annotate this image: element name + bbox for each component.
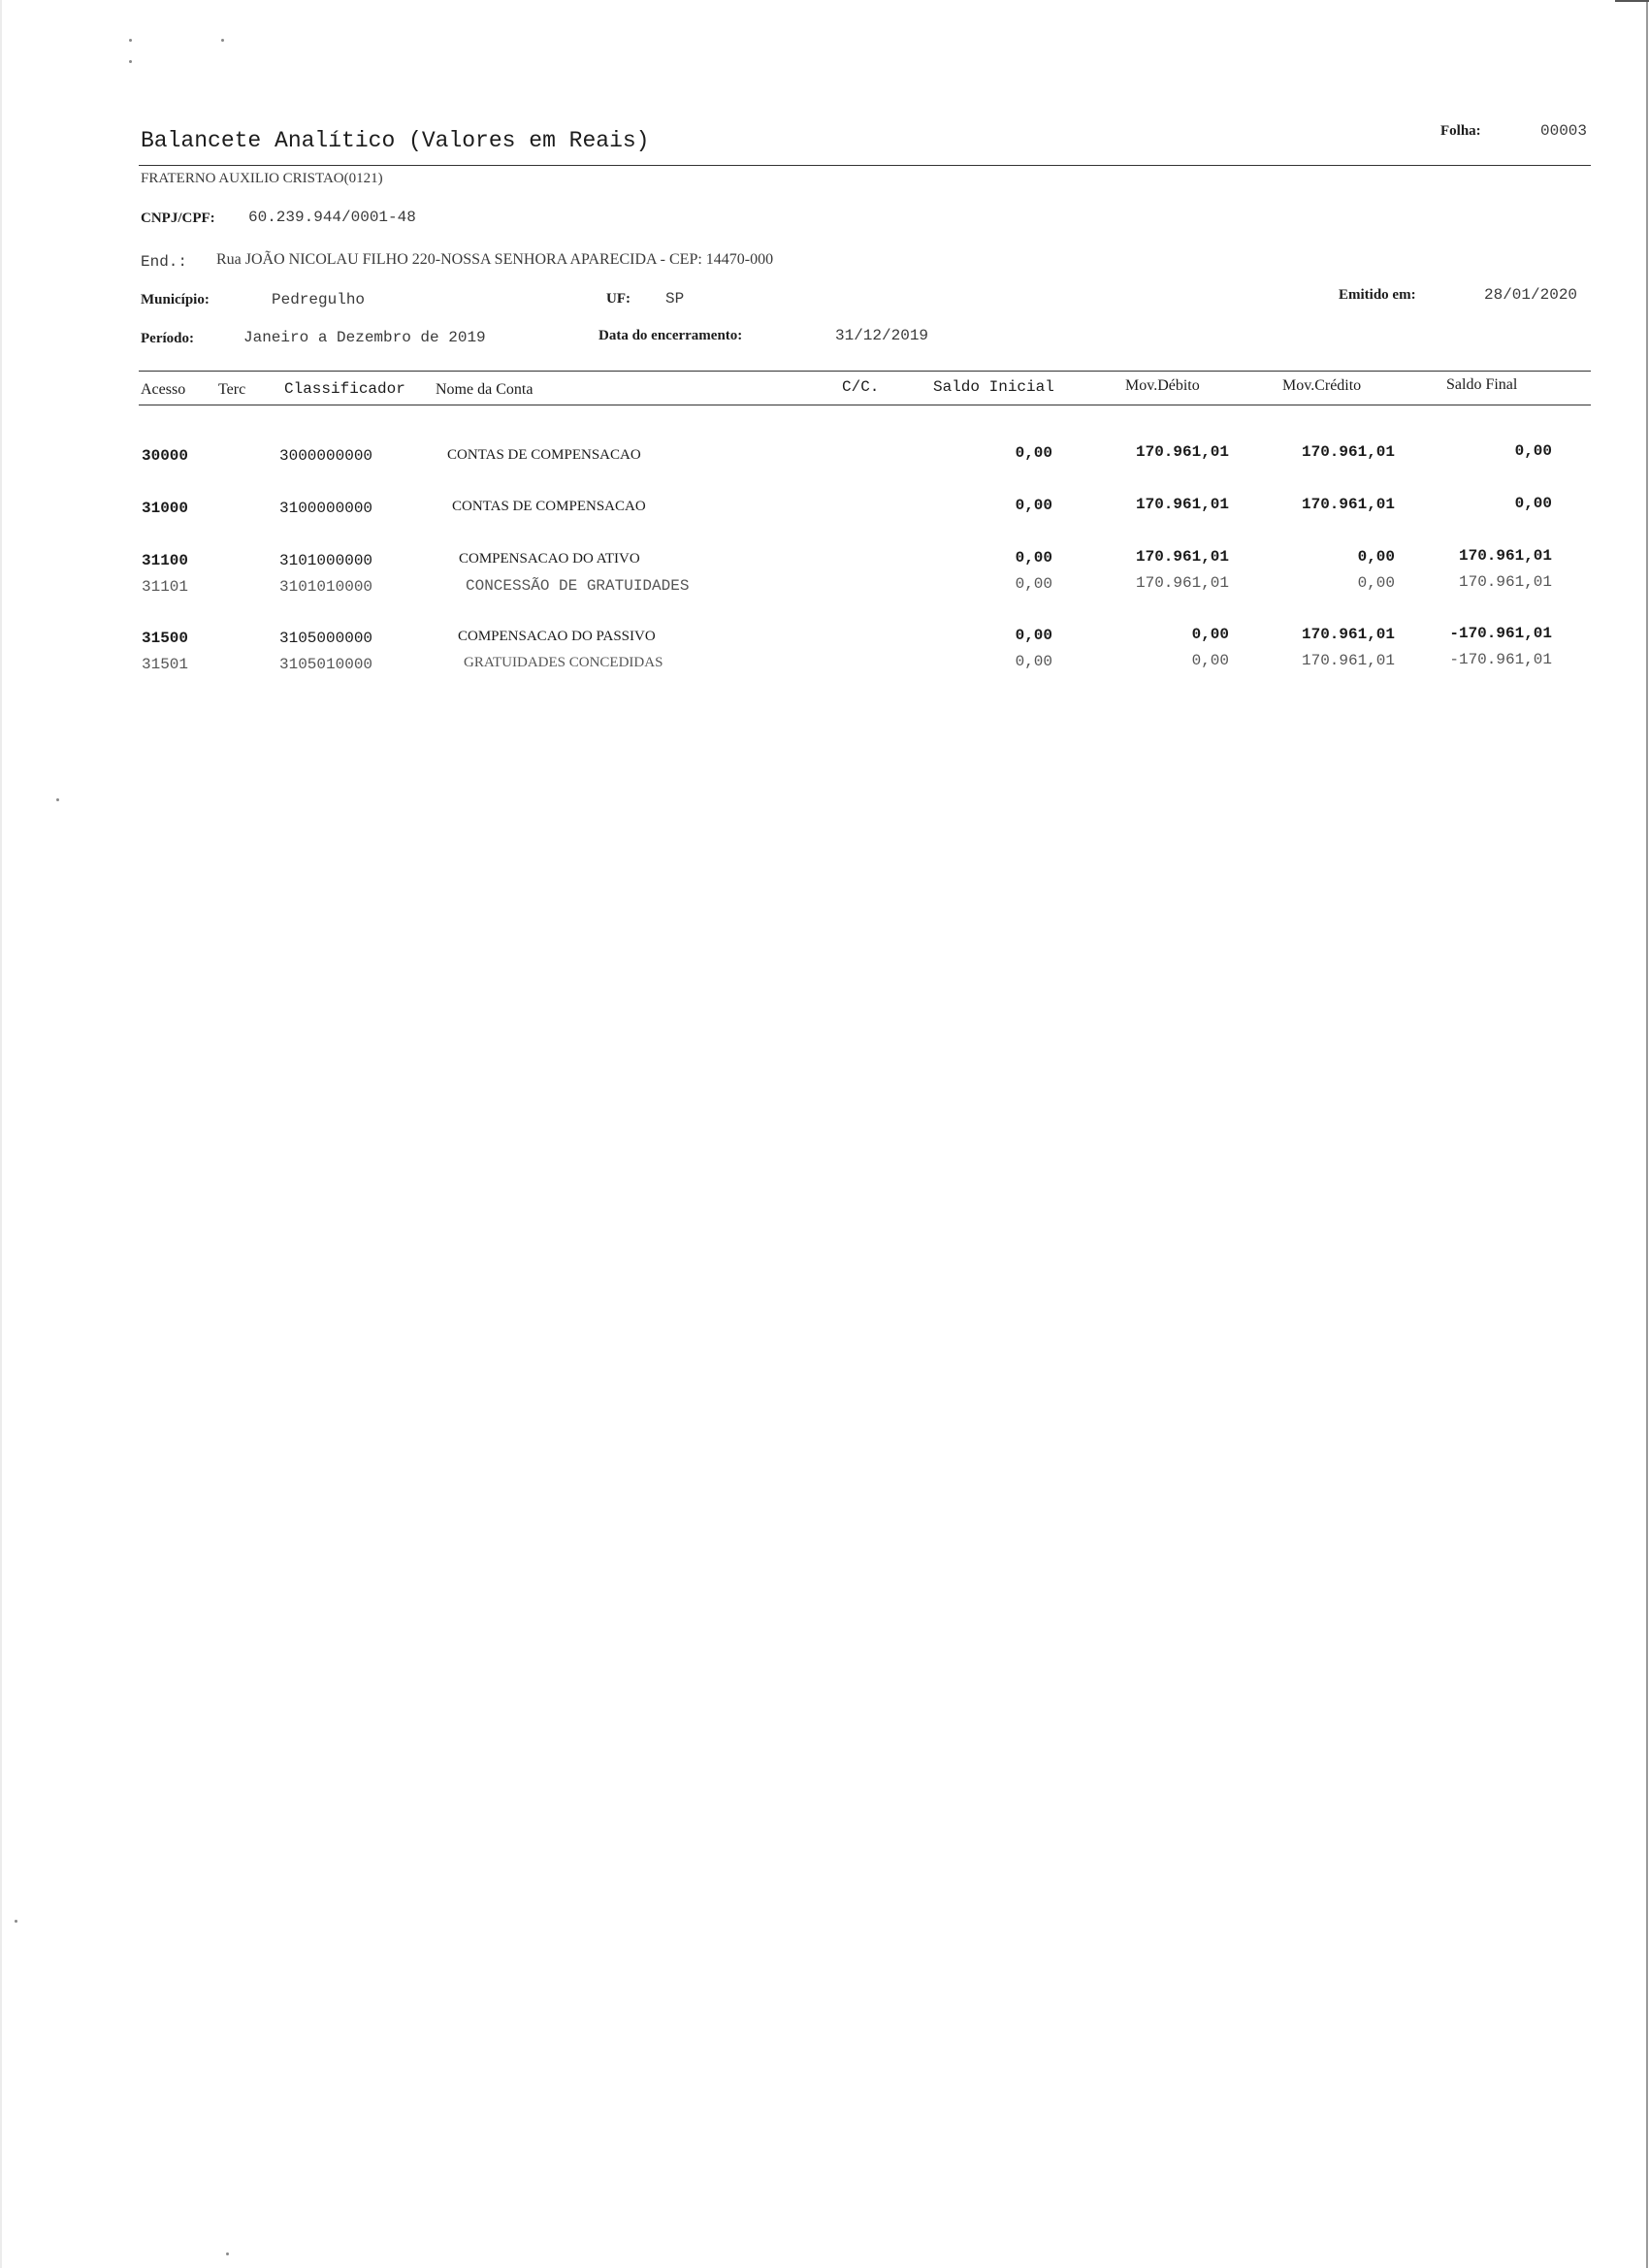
cell-mov-debito: 0,00	[1191, 652, 1229, 669]
cell-classificador: 3000000000	[279, 447, 373, 465]
cell-acesso: 31101	[142, 578, 189, 596]
cell-acesso: 31500	[142, 630, 189, 647]
cell-classificador: 3101010000	[279, 578, 373, 596]
periodo-value: Janeiro a Dezembro de 2019	[243, 329, 486, 346]
scan-speck	[226, 2252, 229, 2255]
cell-saldo-inicial: 0,00	[1015, 653, 1052, 670]
cell-nome-conta: CONTAS DE COMPENSACAO	[447, 447, 641, 463]
cell-saldo-final: 0,00	[1514, 442, 1552, 460]
cnpj-label: CNPJ/CPF:	[141, 211, 215, 226]
scan-top-edge	[1615, 0, 1649, 2]
cell-saldo-inicial: 0,00	[1015, 444, 1052, 462]
municipio-label: Município:	[141, 292, 210, 308]
scan-speck	[221, 39, 224, 42]
cell-mov-credito: 170.961,01	[1301, 652, 1395, 669]
scan-left-edge	[0, 0, 2, 2268]
col-acesso: Acesso	[141, 381, 186, 398]
scan-speck	[129, 60, 132, 63]
entity-name: FRATERNO AUXILIO CRISTAO(0121)	[141, 171, 383, 186]
cell-saldo-final: -170.961,01	[1449, 625, 1552, 642]
periodo-label: Período:	[141, 331, 194, 346]
cell-mov-credito: 170.961,01	[1301, 626, 1395, 643]
col-nome-conta: Nome da Conta	[436, 381, 534, 398]
scan-right-edge	[1646, 0, 1648, 2268]
cell-saldo-inicial: 0,00	[1015, 549, 1052, 567]
emitido-label: Emitido em:	[1339, 287, 1416, 303]
cell-classificador: 3105000000	[279, 630, 373, 647]
scan-speck	[15, 1920, 17, 1923]
end-value: Rua JOÃO NICOLAU FILHO 220-NOSSA SENHORA APARECIDA - CEP: 14470-000	[216, 251, 774, 268]
cell-nome-conta: GRATUIDADES CONCEDIDAS	[464, 655, 663, 670]
cell-acesso: 31100	[142, 552, 189, 569]
page-title: Balancete Analítico (Valores em Reais)	[141, 128, 650, 153]
cell-mov-credito: 0,00	[1357, 574, 1395, 592]
cell-acesso: 31000	[142, 500, 189, 517]
folha-value: 00003	[1540, 122, 1588, 140]
uf-value: SP	[665, 290, 685, 308]
cell-saldo-inicial: 0,00	[1015, 497, 1052, 514]
cell-mov-debito: 0,00	[1191, 626, 1229, 643]
cell-mov-debito: 170.961,01	[1135, 496, 1229, 513]
cell-saldo-inicial: 0,00	[1015, 575, 1052, 593]
cell-nome-conta: CONTAS DE COMPENSACAO	[452, 499, 646, 514]
cell-mov-credito: 170.961,01	[1301, 443, 1395, 461]
cell-saldo-final: -170.961,01	[1449, 651, 1552, 668]
cell-classificador: 3100000000	[279, 500, 373, 517]
cell-mov-debito: 170.961,01	[1135, 443, 1229, 461]
cnpj-value: 60.239.944/0001-48	[248, 209, 416, 226]
encerramento-label: Data do encerramento:	[598, 328, 743, 343]
encerramento-value: 31/12/2019	[835, 327, 929, 344]
col-cc: C/C.	[842, 378, 880, 396]
end-label: End.:	[141, 253, 188, 271]
cell-classificador: 3105010000	[279, 656, 373, 673]
col-mov-debito: Mov.Débito	[1125, 377, 1200, 394]
cell-saldo-final: 0,00	[1514, 495, 1552, 512]
cell-nome-conta: CONCESSÃO DE GRATUIDADES	[466, 577, 690, 595]
uf-label: UF:	[606, 291, 630, 307]
cell-saldo-final: 170.961,01	[1458, 547, 1552, 565]
emitido-value: 28/01/2020	[1484, 286, 1578, 304]
cell-acesso: 30000	[142, 447, 189, 465]
cell-mov-debito: 170.961,01	[1135, 548, 1229, 566]
folha-label: Folha:	[1440, 123, 1481, 139]
cell-classificador: 3101000000	[279, 552, 373, 569]
scan-speck	[129, 39, 132, 42]
cell-mov-credito: 0,00	[1357, 548, 1395, 566]
cell-nome-conta: COMPENSACAO DO ATIVO	[459, 551, 640, 567]
header-top-divider	[139, 371, 1591, 372]
col-mov-credito: Mov.Crédito	[1282, 377, 1362, 394]
cell-saldo-final: 170.961,01	[1458, 573, 1552, 591]
municipio-value: Pedregulho	[272, 291, 366, 308]
cell-nome-conta: COMPENSACAO DO PASSIVO	[458, 629, 656, 644]
scan-speck	[56, 798, 59, 801]
cell-mov-credito: 170.961,01	[1301, 496, 1395, 513]
col-saldo-inicial: Saldo Inicial	[933, 378, 1054, 396]
cell-saldo-inicial: 0,00	[1015, 627, 1052, 644]
col-terc: Terc	[218, 381, 246, 398]
col-classificador: Classificador	[284, 380, 405, 398]
title-divider	[139, 165, 1591, 166]
cell-acesso: 31501	[142, 656, 189, 673]
col-saldo-final: Saldo Final	[1446, 376, 1518, 393]
cell-mov-debito: 170.961,01	[1135, 574, 1229, 592]
